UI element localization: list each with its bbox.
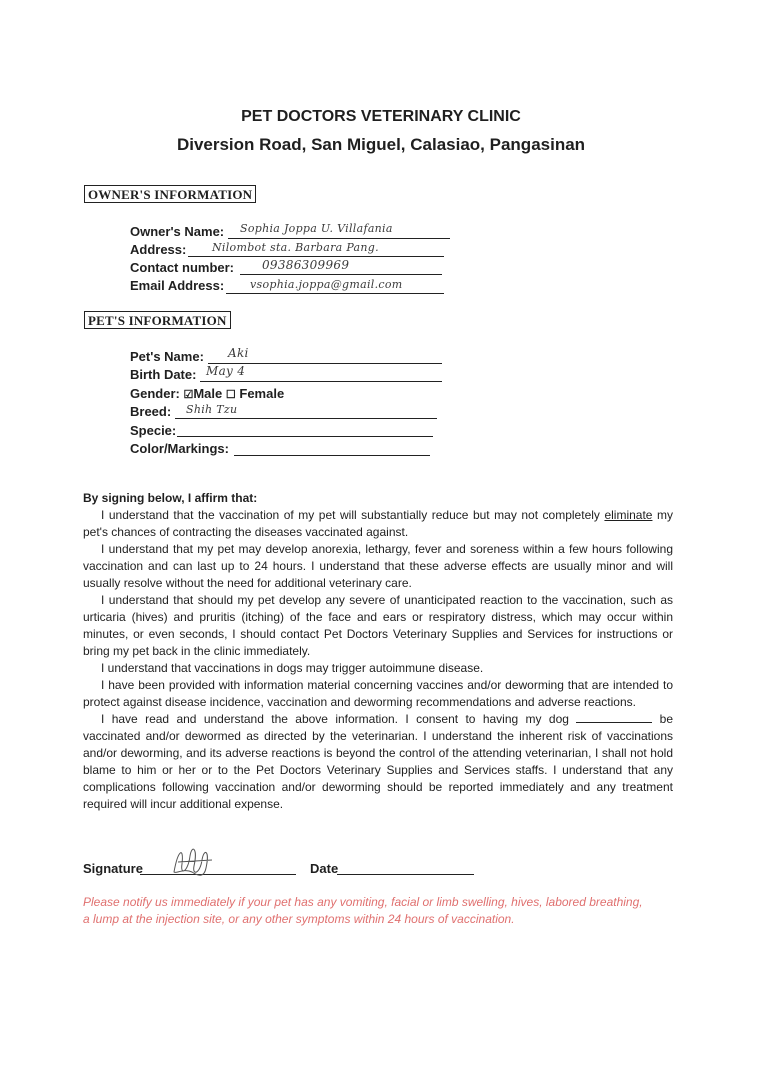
gender-label: Gender:	[130, 386, 180, 401]
owner-name-line	[228, 238, 450, 239]
address-label: Address:	[130, 242, 187, 257]
email-line	[226, 293, 444, 294]
notice-text: Please notify us immediately if your pet has any vomiting, facial or limb swelling, hives, labored breathing, a lump at the injection site, or any other symptoms within 24 hours of vaccination.	[83, 895, 643, 926]
breed-label: Breed:	[130, 404, 172, 419]
owner-name-value: Sophia Joppa U. Villafania	[240, 222, 393, 235]
signature-line[interactable]	[140, 874, 296, 875]
color-markings-line	[234, 455, 430, 456]
consent-paragraph-6: I have read and understand the above information. I consent to having my dog be vaccinated and/or dewormed as directed by the veterinarian. I understand the inherent risk of vaccinations and/or deworming, and its adverse reactions is beyond the control of the attending veterinarian, I shall not hold blame to him or her or to the Pet Doctors Veterinary Supplies and Services staffs. I understand that any complications following vaccination and/or deworming should be reported immediately and any treatment required will incur additional expense.	[83, 712, 673, 811]
specie-line	[177, 436, 433, 437]
date-label: Date	[310, 861, 339, 876]
gender-row	[130, 385, 284, 404]
address-value: Nilombot sta. Barbara Pang.	[212, 241, 379, 254]
owner-section-title: OWNER'S INFORMATION	[84, 185, 256, 203]
birth-date-label: Birth Date:	[130, 367, 197, 382]
consent-paragraph-5: I have been provided with information material concerning vaccines and/or deworming that are intended to protect against disease incidence, vaccination and deworming recommendations and adverse reactions.	[83, 678, 673, 709]
consent-intro: By signing below, I affirm that:	[83, 491, 258, 505]
female-checkbox[interactable]: ☐	[225, 389, 236, 401]
pet-name-value: Aki	[228, 346, 249, 360]
pet-section-title: PET'S INFORMATION	[84, 311, 231, 329]
male-label: Male	[193, 386, 223, 401]
breed-line	[175, 418, 437, 419]
birth-date-value: May 4	[206, 364, 246, 378]
male-checkbox[interactable]: ☑	[183, 389, 194, 401]
owner-name-label: Owner's Name:	[130, 224, 225, 239]
birth-date-line	[200, 381, 442, 382]
handwritten-signature	[168, 842, 218, 882]
contact-label: Contact number:	[130, 260, 234, 275]
color-markings-label: Color/Markings:	[130, 441, 229, 456]
consent-paragraph-1: I understand that the vaccination of my pet will substantially reduce but may not completely eliminate my pet's chances of contracting the diseases vaccinated against.	[83, 508, 673, 539]
dog-name-blank[interactable]	[576, 712, 652, 723]
female-label: Female	[239, 386, 285, 401]
email-label: Email Address:	[130, 278, 225, 293]
email-value: vsophia.joppa@gmail.com	[250, 278, 403, 291]
consent-paragraph-2: I understand that my pet may develop anorexia, lethargy, fever and soreness within a few hours following vaccination and can last up to 24 hours. I understand that these adverse effects are usually minor and will usually resolve without the need for additional veterinary care.	[83, 542, 673, 590]
clinic-address: Diversion Road, San Miguel, Calasiao, Pangasinan	[176, 135, 586, 154]
contact-line	[240, 274, 442, 275]
breed-value: Shih Tzu	[186, 403, 238, 416]
specie-label: Specie:	[130, 423, 177, 438]
consent-body	[83, 490, 673, 813]
clinic-name: PET DOCTORS VETERINARY CLINIC	[241, 108, 521, 125]
consent-paragraph-3: I understand that should my pet develop any severe of unanticipated reaction to the vaccination, such as urticaria (hives) and pruritis (itching) of the face and ears or respiratory distress, which may occur within minutes, or even seconds, I should contact Pet Doctors Veterinary Supplies and Services for instructions or bring my pet back in the clinic immediately.	[83, 593, 673, 658]
pet-name-label: Pet's Name:	[130, 349, 204, 364]
consent-paragraph-4: I understand that vaccinations in dogs may trigger autoimmune disease.	[101, 661, 484, 675]
contact-value: 09386309969	[262, 258, 350, 272]
address-line	[188, 256, 444, 257]
signature-label: Signature	[83, 861, 143, 876]
date-line[interactable]	[337, 874, 474, 875]
